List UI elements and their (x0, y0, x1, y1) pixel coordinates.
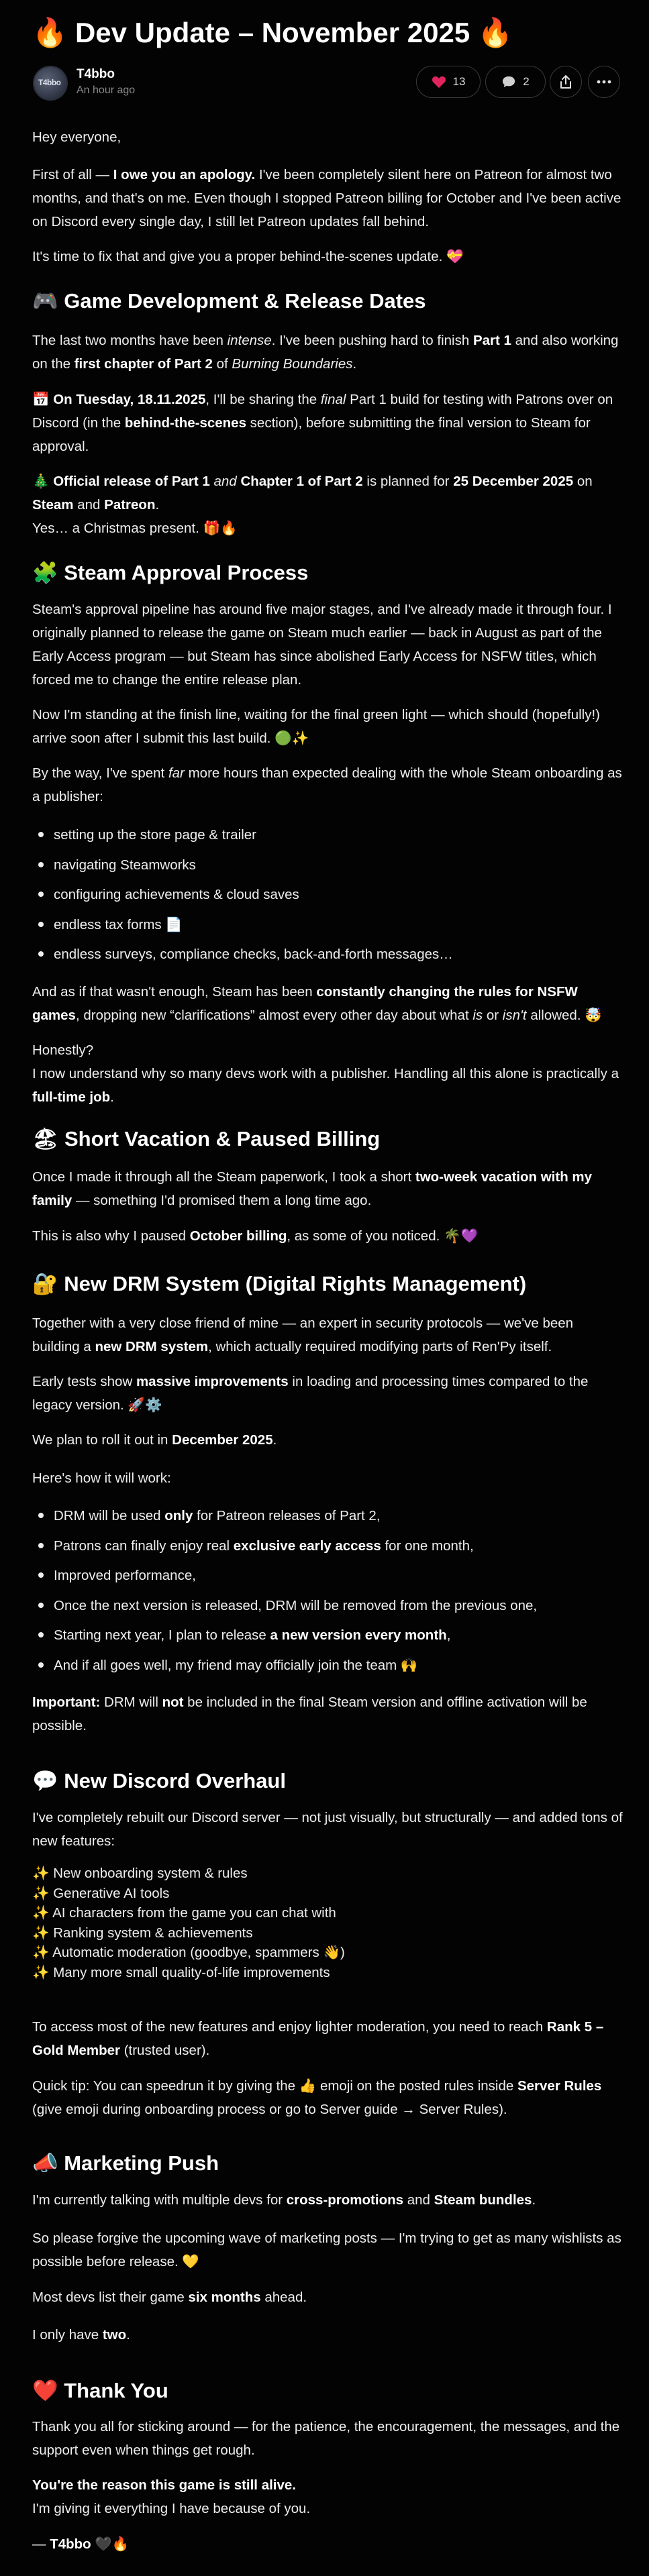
vacation-text: Once I made it through all the Steam paperwork, I took a short two-week vacation with my family — something I'd promised them a long time ago. (32, 1169, 593, 1208)
steam-honestly: Honestly? I now understand why so many devs work with a publisher. Handling all this alone is practically a full-time job. (32, 1042, 619, 1105)
discord-rank: To access most of the new features and enjoy lighter moderation, you need to reach Rank 5 – Gold Member (trusted user). (32, 2019, 604, 2058)
list-item: DRM will be used only for Patreon releases of Part 2, (54, 1508, 381, 1523)
discord-intro: I've completely rebuilt our Discord server — not just visually, but structurally — and added tons of new features: (32, 1810, 623, 1849)
drm-how: Here's how it will work: (32, 1470, 171, 1486)
thank-you-reason: You're the reason this game is still alive. I'm giving it everything I have because of you. (32, 2477, 311, 2516)
steam-onboarding: By the way, I've spent far more hours than expected dealing with the whole Steam onboarding as a publisher: (32, 765, 622, 804)
avatar[interactable] (33, 66, 68, 101)
post-title: 🔥 Dev Update – November 2025 🔥 (32, 17, 513, 48)
author-name[interactable]: T4bbo (77, 67, 115, 81)
intro-apology: First of all — I owe you an apology. I've been completely silent here on Patreon for almost two months, and that's on me. Even though I stopped Patreon billing for October and I've been active on Discord every single day, I still let Patreon updates fall behind. (32, 167, 621, 229)
bullet (38, 1543, 44, 1548)
like-count: 13 (452, 75, 466, 88)
thank-you-text: Thank you all for sticking around — for the patience, the encouragement, the messages, and the support even when things get rough. (32, 2419, 620, 2458)
bullet (38, 862, 44, 867)
bullet (38, 922, 44, 927)
list-item: Improved performance, (54, 1568, 196, 1583)
heading-marketing: 📣 Marketing Push (32, 2151, 219, 2175)
list-item: setting up the store page & trailer (54, 827, 256, 843)
post-timestamp: An hour ago (77, 85, 136, 96)
list-item: endless surveys, compliance checks, back-and-forth messages… (54, 947, 453, 962)
like-button[interactable] (416, 66, 481, 98)
marketing-six-months: Most devs list their game six months ahead. (32, 2290, 307, 2305)
list-item: Patrons can finally enjoy real exclusive early access for one month, (54, 1538, 474, 1554)
list-item: navigating Steamworks (54, 857, 196, 873)
list-item: And if all goes well, my friend may officially join the team 🙌 (54, 1658, 418, 1673)
drm-rollout: We plan to roll it out in December 2025. (32, 1432, 277, 1448)
heading-vacation: 🏖 Short Vacation & Paused Billing (32, 1127, 381, 1150)
intro-update: It's time to fix that and give you a proper behind-the-scenes update. 💝 (32, 249, 464, 264)
bullet (38, 1662, 44, 1668)
bullet (38, 951, 44, 957)
marketing-two: I only have two. (32, 2327, 130, 2343)
heading-drm: 🔐 New DRM System (Digital Rights Management) (32, 1272, 527, 1295)
drm-intro: Together with a very close friend of mine — an expert in security protocols — we've been building a new DRM system, which actually required modifying parts of Ren'Py itself. (32, 1316, 574, 1354)
steam-rules: And as if that wasn't enough, Steam has been constantly changing the rules for NSFW games, dropping new “clarifications” almost every other day about what is or isn't allowed. 🤯 (32, 984, 602, 1023)
comment-count: 2 (523, 75, 530, 88)
comment-button[interactable] (485, 66, 546, 98)
steam-pipeline: Steam's approval pipeline has around five major stages, and I've already made it through four. I originally planned to release the game on Steam much earlier — back in August as part of the Early Access program — but Steam has since abolished Early Access for NSFW titles, which forced me to change the entire release plan. (32, 602, 612, 688)
heading-thank-you: ❤️ Thank You (32, 2379, 168, 2402)
drm-important: Important: DRM will not be included in the final Steam version and offline activation will be possible. (32, 1695, 587, 1733)
speech-bubble-icon (501, 75, 516, 89)
release-date: 🎄 Official release of Part 1 and Chapter 1 of Part 2 is planned for 25 December 2025 on Steam and Patreon. Yes… a Christmas present. 🎁🔥 (32, 474, 593, 536)
share-icon (559, 74, 572, 89)
share-button[interactable] (550, 66, 582, 98)
more-options-button[interactable] (588, 66, 620, 98)
more-options-icon (597, 80, 611, 84)
billing-paused: This is also why I paused October billing, as some of you noticed. 🌴💜 (32, 1228, 479, 1244)
bullet (38, 1632, 44, 1638)
test-build-date: 📅 On Tuesday, 18.11.2025, I'll be sharing the final Part 1 build for testing with Patrons over on Discord (in the behind-the-scenes section), before submitting the final version to Steam for approval. (32, 392, 613, 454)
discord-features: ✨ New onboarding system & rules ✨ Generative AI tools ✨ AI characters from the game you can chat with ✨ Ranking system & achievements ✨ Automatic moderation (goodbye, spammers 👋) ✨ Many more small quality-of-life improvements (32, 1866, 345, 1980)
signature: — T4bbo 🖤🔥 (32, 2536, 130, 2552)
list-item: Once the next version is released, DRM will be removed from the previous one, (54, 1598, 538, 1613)
bullet (38, 1513, 44, 1518)
greeting: Hey everyone, (32, 129, 121, 145)
steam-finish-line: Now I'm standing at the finish line, waiting for the final green light — which should (hopefully!) arrive soon after I submit this last build. 🟢✨ (32, 707, 600, 746)
list-item: endless tax forms 📄 (54, 917, 183, 932)
dev-progress: The last two months have been intense. I've been pushing hard to finish Part 1 and also working on the first chapter of Part 2 of Burning Boundaries. (32, 333, 619, 372)
heart-icon (432, 75, 446, 89)
bullet (38, 1572, 44, 1578)
heading-game-development: 🎮 Game Development & Release Dates (32, 289, 426, 313)
marketing-crosspromo: I'm currently talking with multiple devs for cross-promotions and Steam bundles. (32, 2192, 536, 2208)
bullet (38, 892, 44, 897)
heading-steam-approval: 🧩 Steam Approval Process (32, 561, 309, 584)
avatar-text: T4bbo (38, 78, 61, 87)
heading-discord: 💬 New Discord Overhaul (32, 1769, 286, 1792)
list-item: Starting next year, I plan to release a new version every month, (54, 1627, 451, 1643)
bullet (38, 1603, 44, 1608)
bullet (38, 832, 44, 837)
discord-tip: Quick tip: You can speedrun it by giving the 👍 emoji on the posted rules inside Server Rules (give emoji during onboarding process or go to Server guide → Server Rules). (32, 2078, 602, 2117)
list-item: configuring achievements & cloud saves (54, 887, 299, 902)
marketing-wishlists: So please forgive the upcoming wave of marketing posts — I'm trying to get as many wishlists as possible before release. 💛 (32, 2231, 621, 2269)
drm-improvements: Early tests show massive improvements in loading and processing times compared to the legacy version. 🚀⚙️ (32, 1374, 589, 1413)
